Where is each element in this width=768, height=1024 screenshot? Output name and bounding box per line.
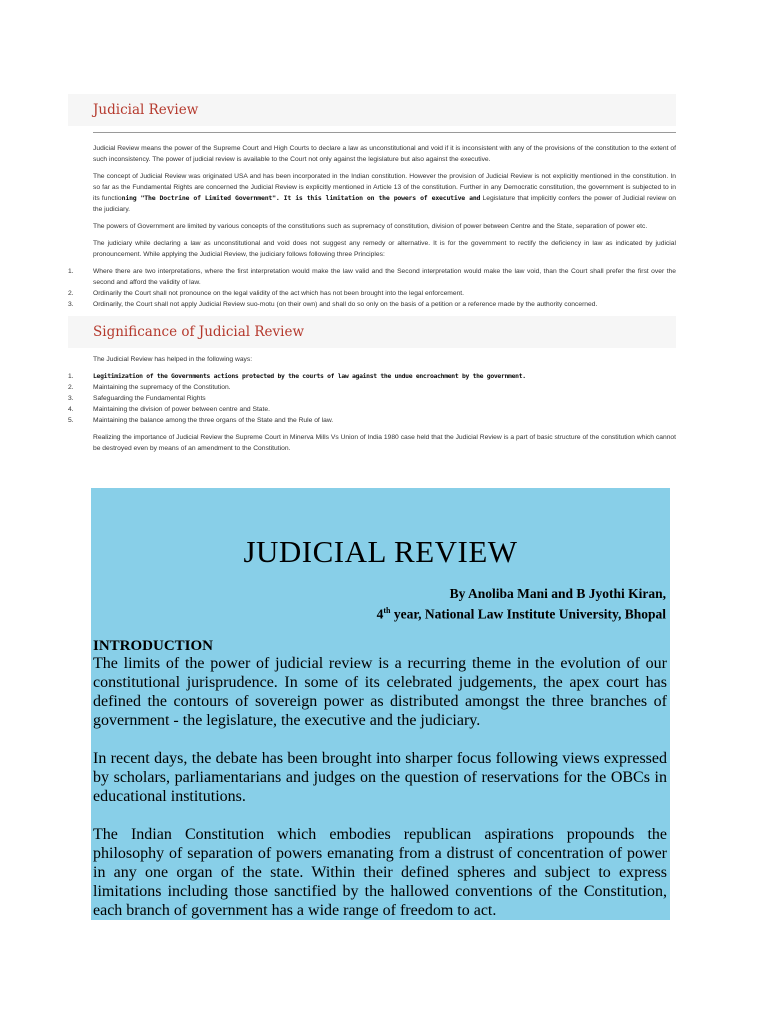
significance-list — [68, 371, 676, 426]
list-number: 5. — [68, 417, 74, 424]
list-item-text: Where there are two interpretations, where the first interpretation would make the law valid and the Second interpretation would make the law void, than the Court shall prefer the first over the second and afford the validity of law. — [93, 268, 676, 286]
paragraph: The judiciary while declaring a law as unconstitutional and void does not suggest any remedy or alternative. It is for the government to rectify the deficiency in law as indicated by judicial pronouncement. While applying the Judicial Review, the judiciary follows following three Principles: — [93, 240, 676, 258]
byline-institution: year, National Law Institute University, Bhopal — [390, 606, 666, 622]
paragraph-text-tail: Legislature that implicitly confers the power of Judicial review on the judiciary. — [93, 195, 676, 213]
paragraph: Judicial Review means the power of the Supreme Court and High Courts to declare a law as unconstitutional and void if it is inconsistent with any of the provisions of the constitution to the extent of such inconsistency. The power of judicial review is available to the Court not only against the legislature but also against the executive. — [93, 145, 676, 163]
paragraph-closing: Realizing the importance of Judicial Review the Supreme Court in Minerva Mills Vs Union of India 1980 case held that the Judicial Review is a part of basic structure of the constitution which cannot be destroyed even by means of an amendment to the Constitution. — [93, 434, 676, 452]
heading-divider — [93, 132, 676, 133]
list-item-text: Legitimization of the Governments actions protected by the courts of law against the undue encroachment by the government. — [93, 372, 526, 380]
paragraph-highlight-text: ning "The Doctrine of Limited Government". It is this limitation on the powers of executive and — [121, 194, 481, 202]
list-item — [68, 382, 676, 393]
body-paragraph: The Indian Constitution which embodies republican aspirations propounds the philosophy of separation of powers emanating from a distrust of concentration of power in any one organ of the state. Within their defined spheres and subject to express limitations including those sanctified by the hallowed conventions of the Constitution, each branch of government has a wide range of freedom to act. — [93, 826, 667, 919]
list-item — [68, 371, 676, 382]
list-number: 3. — [68, 301, 74, 308]
list-number: 3. — [68, 395, 74, 402]
byline-affiliation — [377, 602, 666, 623]
list-item-text: Safeguarding the Fundamental Rights — [93, 395, 206, 402]
byline-year-number: 4 — [376, 606, 384, 622]
section-heading-bar — [68, 316, 676, 348]
body-paragraph: In recent days, the debate has been brought into sharper focus following views expressed by scholars, parliamentarians and judges on the question of reservations for the OBCs in educational institutions. — [93, 750, 667, 805]
section-heading-bar — [68, 94, 676, 126]
list-number: 4. — [68, 406, 74, 413]
document-title: JUDICIAL REVIEW — [243, 534, 518, 569]
list-item-text: Maintaining the supremacy of the Constitution. — [93, 384, 231, 391]
introduction-heading: INTRODUCTION — [93, 638, 214, 654]
list-item-text: Maintaining the division of power between centre and State. — [93, 406, 270, 413]
paragraph-intro: The Judicial Review has helped in the following ways: — [93, 356, 253, 363]
list-item-text: Ordinarily, the Court shall not apply Judicial Review suo-motu (on their own) and shall do so only on the basis of a petition or a reference made by the authority concerned. — [93, 301, 598, 308]
list-number: 2. — [68, 290, 74, 297]
introduction-body — [93, 654, 667, 939]
list-number: 2. — [68, 384, 74, 391]
list-item — [68, 288, 676, 299]
paragraph: The powers of Government are limited by various concepts of the constitutions such as supremacy of constitution, division of power between Centre and the State, separation of power etc. — [93, 223, 648, 230]
body-paragraph: The limits of the power of judicial review is a recurring theme in the evolution of our constitutional jurisprudence. In some of its celebrated judgements, the apex court has defined the contours of sovereign power as distributed amongst the three branches of government - the legislature, the executive and the judiciary. — [93, 655, 667, 729]
list-item — [68, 393, 676, 404]
list-item-text: Maintaining the balance among the three organs of the State and the Rule of law. — [93, 417, 334, 424]
principles-list — [68, 266, 676, 310]
list-item — [68, 266, 676, 288]
section-heading-judicial-review: Judicial Review — [93, 102, 199, 118]
section-heading-significance: Significance of Judicial Review — [93, 324, 305, 340]
list-item-text: Ordinarily the Court shall not pronounce on the legal validity of the act which has not been brought into the legal enforcement. — [93, 290, 465, 297]
list-number: 1. — [68, 268, 74, 275]
article-title-panel — [91, 488, 670, 920]
list-item — [68, 404, 676, 415]
list-item — [68, 415, 676, 426]
paragraph-origin — [93, 171, 676, 215]
list-number: 1. — [68, 373, 74, 380]
byline-authors: By Anoliba Mani and B Jyothi Kiran, — [449, 586, 666, 601]
author-byline — [377, 585, 666, 623]
paragraph-text: The concept of Judicial Review was originated USA and has been incorporated in the Indian constitution. However the provision of Judicial Review is not explicitly mentioned in the constitution. In so far as the Fundamental Rights are concerned the Judicial Review is explicitly mentioned in Article 13 of the constitution. Further in any Democratic constitution, the government is subjected to in its functio — [93, 173, 676, 202]
list-item — [68, 299, 676, 310]
article-upper — [68, 94, 676, 460]
byline-year-suffix: th — [383, 606, 391, 615]
